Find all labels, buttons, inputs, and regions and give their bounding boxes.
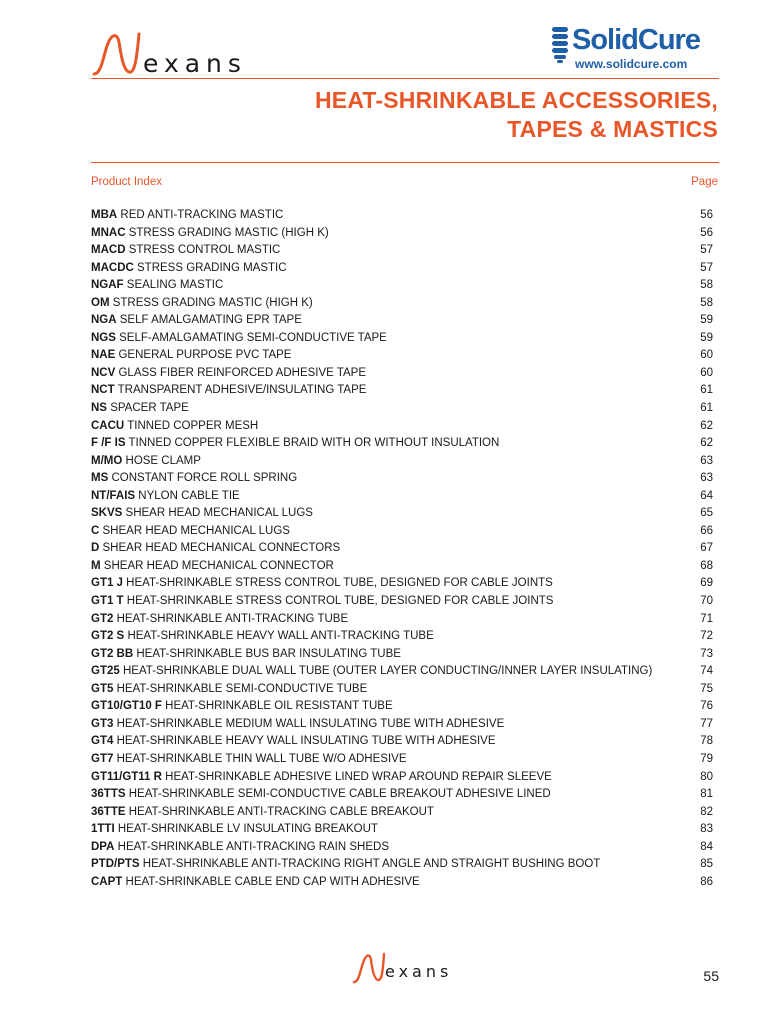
index-entry (91, 418, 713, 436)
nexans-n-mark-icon (352, 950, 386, 986)
product-description: TINNED COPPER MESH (127, 419, 259, 432)
solidcure-logo (550, 24, 722, 72)
index-entry (91, 786, 713, 804)
product-page-number: 59 (700, 314, 713, 327)
index-entry (91, 804, 713, 822)
index-entry (91, 488, 713, 506)
index-entry (91, 611, 713, 629)
index-entry (91, 769, 713, 787)
index-entry (91, 347, 713, 365)
product-page-number: 82 (700, 805, 713, 818)
header-divider-bottom (91, 162, 719, 163)
product-description: STRESS GRADING MASTIC (HIGH K) (128, 226, 329, 239)
product-code: GT1 T (91, 595, 124, 608)
index-entry (91, 698, 713, 716)
product-page-number: 61 (700, 384, 713, 397)
product-code: 1TTI (91, 823, 115, 836)
product-page-number: 73 (700, 647, 713, 660)
product-description: HEAT-SHRINKABLE OIL RESISTANT TUBE (165, 700, 393, 713)
product-code: 36TTS (91, 788, 126, 801)
product-description: STRESS CONTROL MASTIC (128, 244, 281, 257)
product-page-number: 61 (700, 402, 713, 415)
nexans-footer-logo-text: exans (385, 962, 453, 981)
solidcure-url: www.solidcure.com (575, 57, 688, 71)
product-code: MS (91, 472, 109, 485)
product-code: GT1 J (91, 577, 123, 590)
index-entry (91, 382, 713, 400)
index-entry (91, 874, 713, 892)
product-description: NYLON CABLE TIE (138, 489, 240, 502)
product-code: NS (91, 402, 107, 415)
product-page-number: 78 (700, 735, 713, 748)
index-entry (91, 593, 713, 611)
product-description: SHEAR HEAD MECHANICAL CONNECTOR (103, 559, 334, 572)
product-page-number: 58 (700, 296, 713, 309)
product-code: NGAF (91, 279, 124, 292)
product-description: SHEAR HEAD MECHANICAL LUGS (125, 507, 313, 520)
product-code: MACD (91, 244, 126, 257)
product-description: HEAT-SHRINKABLE HEAVY WALL INSULATING TUBE WITH ADHESIVE (116, 735, 496, 748)
product-page-number: 84 (700, 840, 713, 853)
index-entry (91, 260, 713, 278)
product-page-number: 57 (700, 244, 713, 257)
product-page-number: 69 (700, 577, 713, 590)
nexans-footer-logo (352, 950, 472, 986)
product-page-number: 86 (700, 875, 713, 888)
product-code: DPA (91, 840, 115, 853)
product-code: MBA (91, 209, 118, 221)
product-page-number: 56 (700, 209, 713, 221)
product-code: NT/FAIS (91, 489, 136, 502)
solidcure-coil-icon (550, 26, 570, 64)
index-entry (91, 470, 713, 488)
product-page-number: 66 (700, 524, 713, 537)
product-code: GT2 (91, 612, 114, 625)
index-entry (91, 225, 713, 243)
product-description: SELF AMALGAMATING EPR TAPE (119, 314, 302, 327)
product-page-number: 70 (700, 595, 713, 608)
product-description: HEAT-SHRINKABLE ANTI-TRACKING RAIN SHEDS (117, 840, 390, 853)
index-entry (91, 312, 713, 330)
product-description: TINNED COPPER FLEXIBLE BRAID WITH OR WITHOUT INSULATION (128, 437, 500, 450)
header-divider-top (91, 78, 719, 79)
product-code: NGS (91, 331, 116, 344)
product-code: GT4 (91, 735, 114, 748)
product-description: HEAT-SHRINKABLE ANTI-TRACKING RIGHT ANGLE AND STRAIGHT BUSHING BOOT (142, 858, 601, 871)
index-entry (91, 751, 713, 769)
index-entry (91, 558, 713, 576)
product-code: PTD/PTS (91, 858, 140, 871)
product-description: HEAT-SHRINKABLE SEMI-CONDUCTIVE TUBE (116, 682, 368, 695)
index-entry (91, 681, 713, 699)
product-page-number: 63 (700, 472, 713, 485)
product-description: SHEAR HEAD MECHANICAL LUGS (102, 524, 290, 537)
index-entry (91, 365, 713, 383)
index-entry (91, 523, 713, 541)
product-page-number: 62 (700, 419, 713, 432)
index-entry (91, 277, 713, 295)
product-description: HEAT-SHRINKABLE HEAVY WALL ANTI-TRACKING TUBE (127, 630, 434, 643)
product-code: C (91, 524, 100, 537)
product-code: NCV (91, 366, 116, 379)
product-description: CONSTANT FORCE ROLL SPRING (111, 472, 298, 485)
product-code: M (91, 559, 101, 572)
product-description: HEAT-SHRINKABLE SEMI-CONDUCTIVE CABLE BREAKOUT ADHESIVE LINED (128, 788, 551, 801)
product-code: GT5 (91, 682, 114, 695)
product-code: SKVS (91, 507, 123, 520)
product-code: OM (91, 296, 110, 309)
product-code: MNAC (91, 226, 126, 239)
index-header-page-label: Page (691, 176, 718, 188)
page-title-line-2: TAPES & MASTICS (507, 116, 718, 142)
product-page-number: 62 (700, 437, 713, 450)
index-entry (91, 505, 713, 523)
product-code: CACU (91, 419, 125, 432)
nexans-logo-text: exans (143, 49, 247, 78)
product-page-number: 58 (700, 279, 713, 292)
product-page-number: 63 (700, 454, 713, 467)
product-code: CAPT (91, 875, 123, 888)
index-entry (91, 839, 713, 857)
product-description: STRESS GRADING MASTIC (137, 261, 287, 274)
index-entry (91, 628, 713, 646)
page-title (315, 86, 718, 144)
index-entry (91, 435, 713, 453)
product-description: SPACER TAPE (110, 402, 189, 415)
product-page-number: 83 (700, 823, 713, 836)
product-page-number: 67 (700, 542, 713, 555)
product-description: GENERAL PURPOSE PVC TAPE (118, 349, 292, 362)
index-entry (91, 207, 713, 225)
page-number: 55 (703, 968, 719, 984)
index-entry (91, 295, 713, 313)
product-description: HEAT-SHRINKABLE LV INSULATING BREAKOUT (117, 823, 378, 836)
index-entry (91, 821, 713, 839)
product-page-number: 64 (700, 489, 713, 502)
index-entry (91, 242, 713, 260)
product-page-number: 56 (700, 226, 713, 239)
solidcure-brand-text: SolidCure (572, 24, 700, 56)
product-code: GT10/GT10 F (91, 700, 162, 713)
product-page-number: 75 (700, 682, 713, 695)
index-entry (91, 453, 713, 471)
product-code: GT3 (91, 717, 114, 730)
product-page-number: 60 (700, 349, 713, 362)
product-page-number: 76 (700, 700, 713, 713)
index-entry (91, 330, 713, 348)
product-description: HOSE CLAMP (125, 454, 201, 467)
product-description: HEAT-SHRINKABLE ANTI-TRACKING CABLE BREAKOUT (128, 805, 434, 818)
product-page-number: 79 (700, 752, 713, 765)
product-page-number: 80 (700, 770, 713, 783)
product-page-number: 68 (700, 559, 713, 572)
product-description: SELF-AMALGAMATING SEMI-CONDUCTIVE TAPE (119, 331, 387, 344)
product-description: HEAT-SHRINKABLE STRESS CONTROL TUBE, DESIGNED FOR CABLE JOINTS (126, 595, 554, 608)
index-entry (91, 663, 713, 681)
product-description: STRESS GRADING MASTIC (HIGH K) (112, 296, 313, 309)
product-code: GT25 (91, 665, 120, 678)
product-code: D (91, 542, 100, 555)
page-title-line-1: HEAT-SHRINKABLE ACCESSORIES, (314, 87, 718, 113)
product-description: SHEAR HEAD MECHANICAL CONNECTORS (102, 542, 341, 555)
product-code: NCT (91, 384, 115, 397)
product-description: TRANSPARENT ADHESIVE/INSULATING TAPE (117, 384, 367, 397)
product-code: GT7 (91, 752, 114, 765)
index-entry (91, 400, 713, 418)
product-code: M/MO (91, 454, 123, 467)
product-description: RED ANTI-TRACKING MASTIC (120, 209, 284, 221)
product-code: GT2 BB (91, 647, 134, 660)
product-code: F /F IS (91, 437, 126, 450)
product-description: HEAT-SHRINKABLE DUAL WALL TUBE (OUTER LAYER CONDUCTING/INNER LAYER INSULATING) (122, 665, 653, 678)
product-page-number: 71 (700, 612, 713, 625)
product-description: GLASS FIBER REINFORCED ADHESIVE TAPE (118, 366, 367, 379)
product-code: GT2 S (91, 630, 125, 643)
product-description: SEALING MASTIC (126, 279, 224, 292)
product-page-number: 74 (700, 665, 713, 678)
product-description: HEAT-SHRINKABLE BUS BAR INSULATING TUBE (136, 647, 401, 660)
product-description: HEAT-SHRINKABLE STRESS CONTROL TUBE, DESIGNED FOR CABLE JOINTS (126, 577, 553, 590)
product-page-number: 72 (700, 630, 713, 643)
product-page-number: 60 (700, 366, 713, 379)
index-entry (91, 716, 713, 734)
product-code: NAE (91, 349, 116, 362)
index-entry (91, 733, 713, 751)
product-index-list (91, 207, 713, 891)
product-page-number: 85 (700, 858, 713, 871)
product-description: HEAT-SHRINKABLE MEDIUM WALL INSULATING TUBE WITH ADHESIVE (116, 717, 505, 730)
index-entry (91, 575, 713, 593)
nexans-logo (91, 28, 281, 80)
product-page-number: 81 (700, 788, 713, 801)
product-code: MACDC (91, 261, 134, 274)
product-page-number: 57 (700, 261, 713, 274)
product-description: HEAT-SHRINKABLE THIN WALL TUBE W/O ADHESIVE (116, 752, 407, 765)
product-description: HEAT-SHRINKABLE CABLE END CAP WITH ADHESIVE (125, 875, 420, 888)
product-page-number: 59 (700, 331, 713, 344)
product-code: GT11/GT11 R (91, 770, 162, 783)
index-entry (91, 540, 713, 558)
product-code: NGA (91, 314, 117, 327)
index-header (91, 176, 718, 188)
product-page-number: 65 (700, 507, 713, 520)
index-entry (91, 856, 713, 874)
index-entry (91, 646, 713, 664)
index-header-label: Product Index (91, 176, 162, 188)
product-code: 36TTE (91, 805, 126, 818)
product-description: HEAT-SHRINKABLE ANTI-TRACKING TUBE (116, 612, 349, 625)
nexans-n-mark-icon (91, 28, 143, 80)
product-page-number: 77 (700, 717, 713, 730)
product-description: HEAT-SHRINKABLE ADHESIVE LINED WRAP AROUND REPAIR SLEEVE (165, 770, 552, 783)
